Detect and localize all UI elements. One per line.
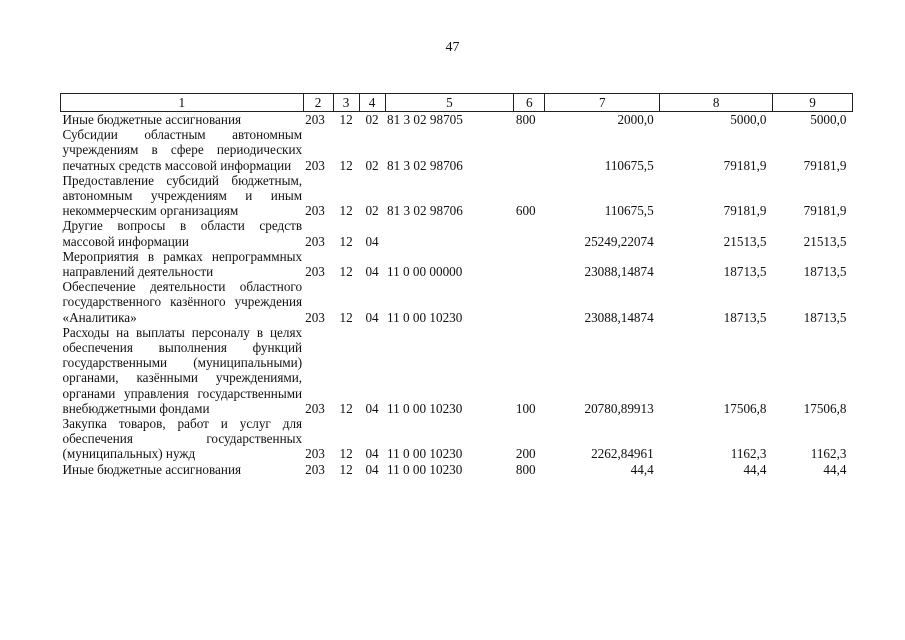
row-description: Мероприятия в рамках непрограммных направлений деятельности <box>62 248 303 280</box>
header-cell: 6 <box>514 94 545 112</box>
header-cell: 4 <box>359 94 385 112</box>
cell-value: 79181,9 <box>723 157 767 173</box>
table-row <box>61 127 853 173</box>
cell-subsection: 04 <box>365 446 379 462</box>
cell-type <box>514 279 545 325</box>
cell-value: 110675,5 <box>604 157 654 173</box>
row-description: Субсидии областным автономным учреждениям в сфере периодических печатных средств массовой информации <box>62 127 303 173</box>
row-description: Обеспечение деятельности областного государственного казённого учреждения «Аналитика» <box>62 279 303 325</box>
table-row <box>61 218 853 248</box>
row-description: Другие вопросы в области средств массовой информации <box>62 218 303 249</box>
cell-value: 110675,5 <box>604 203 654 219</box>
table-row <box>61 416 853 462</box>
cell-value: 44,4 <box>743 461 767 477</box>
table-row <box>61 279 853 325</box>
table-row <box>61 173 853 219</box>
table-row <box>61 249 853 279</box>
cell-code: 203 <box>305 157 325 173</box>
cell-code: 203 <box>305 309 325 325</box>
cell-type: 800 <box>515 112 536 127</box>
cell-value: 1162,3 <box>730 446 767 462</box>
cell-value: 23088,14874 <box>584 264 654 280</box>
header-cell: 9 <box>773 94 853 112</box>
cell-value: 21513,5 <box>723 233 767 249</box>
row-description: Закупка товаров, работ и услуг для обеспечения государственных (муниципальных) нужд <box>62 416 303 462</box>
cell-section: 12 <box>339 264 353 280</box>
cell-value: 1162,3 <box>810 446 847 462</box>
cell-value: 17506,8 <box>803 400 847 416</box>
cell-section: 12 <box>339 400 353 416</box>
cell-value: 23088,14874 <box>584 309 654 325</box>
cell-target: 11 0 00 10230 <box>387 461 463 477</box>
cell-target: 11 0 00 10230 <box>387 400 463 416</box>
cell-value: 44,4 <box>630 461 654 477</box>
cell-target: 81 3 02 98706 <box>387 157 463 173</box>
cell-value: 5000,0 <box>730 112 767 127</box>
cell-target: 81 3 02 98706 <box>387 203 463 219</box>
cell-value: 18713,5 <box>803 309 847 325</box>
cell-type: 200 <box>515 446 536 462</box>
table-row <box>61 112 853 128</box>
header-cell: 1 <box>61 94 304 112</box>
cell-section: 12 <box>339 233 353 249</box>
cell-type <box>514 218 545 248</box>
cell-section: 12 <box>339 157 353 173</box>
cell-value: 18713,5 <box>723 264 767 280</box>
cell-value: 18713,5 <box>723 309 767 325</box>
cell-type <box>514 249 545 279</box>
cell-value: 79181,9 <box>803 203 847 219</box>
cell-value: 44,4 <box>823 461 847 477</box>
cell-subsection: 04 <box>365 233 379 249</box>
cell-code: 203 <box>305 446 325 462</box>
table-row <box>61 462 853 477</box>
cell-value: 20780,89913 <box>584 400 654 416</box>
cell-subsection: 04 <box>365 400 379 416</box>
cell-target: 11 0 00 00000 <box>387 264 463 280</box>
row-description: Иные бюджетные ассигнования <box>62 461 242 477</box>
cell-type: 800 <box>515 461 536 477</box>
cell-section: 12 <box>339 461 353 477</box>
cell-type: 100 <box>515 400 536 416</box>
cell-subsection: 04 <box>365 461 379 477</box>
cell-code: 203 <box>305 461 325 477</box>
cell-value: 18713,5 <box>803 264 847 280</box>
cell-section: 12 <box>339 446 353 462</box>
cell-value: 5000,0 <box>810 112 847 127</box>
cell-value: 17506,8 <box>723 400 767 416</box>
cell-subsection: 04 <box>365 264 379 280</box>
header-cell: 7 <box>545 94 660 112</box>
cell-target <box>385 218 514 248</box>
cell-value: 79181,9 <box>723 203 767 219</box>
cell-value: 25249,22074 <box>584 233 654 249</box>
budget-table <box>60 93 853 477</box>
cell-value: 21513,5 <box>803 233 847 249</box>
cell-section: 12 <box>339 112 353 127</box>
cell-section: 12 <box>339 203 353 219</box>
cell-type <box>514 127 545 173</box>
cell-subsection: 04 <box>365 309 379 325</box>
page-number: 47 <box>445 40 460 55</box>
cell-target: 11 0 00 10230 <box>387 446 463 462</box>
cell-code: 203 <box>305 203 325 219</box>
cell-target: 11 0 00 10230 <box>387 309 463 325</box>
cell-subsection: 02 <box>365 112 379 127</box>
cell-value: 79181,9 <box>803 157 847 173</box>
cell-value: 2000,0 <box>617 112 654 127</box>
row-description: Расходы на выплаты персоналу в целях обеспечения выполнения функций государственными (муниципальными) органами, казёнными учреждениями, органами управления государственными внебюджетными фондами <box>62 324 303 416</box>
cell-code: 203 <box>305 112 325 127</box>
header-cell: 8 <box>660 94 773 112</box>
cell-code: 203 <box>305 400 325 416</box>
table-row <box>61 325 853 416</box>
header-cell: 5 <box>385 94 514 112</box>
header-cell: 2 <box>303 94 333 112</box>
cell-code: 203 <box>305 233 325 249</box>
cell-type: 600 <box>515 203 536 219</box>
cell-code: 203 <box>305 264 325 280</box>
cell-value: 2262,84961 <box>591 446 654 462</box>
header-cell: 3 <box>333 94 359 112</box>
row-description: Предоставление субсидий бюджетным, автономным учреждениям и иным некоммерческим организациям <box>62 172 303 219</box>
cell-subsection: 02 <box>365 157 379 173</box>
cell-section: 12 <box>339 309 353 325</box>
header-row <box>61 94 853 112</box>
cell-subsection: 02 <box>365 203 379 219</box>
row-description: Иные бюджетные ассигнования <box>62 112 242 127</box>
cell-target: 81 3 02 98705 <box>387 112 463 127</box>
